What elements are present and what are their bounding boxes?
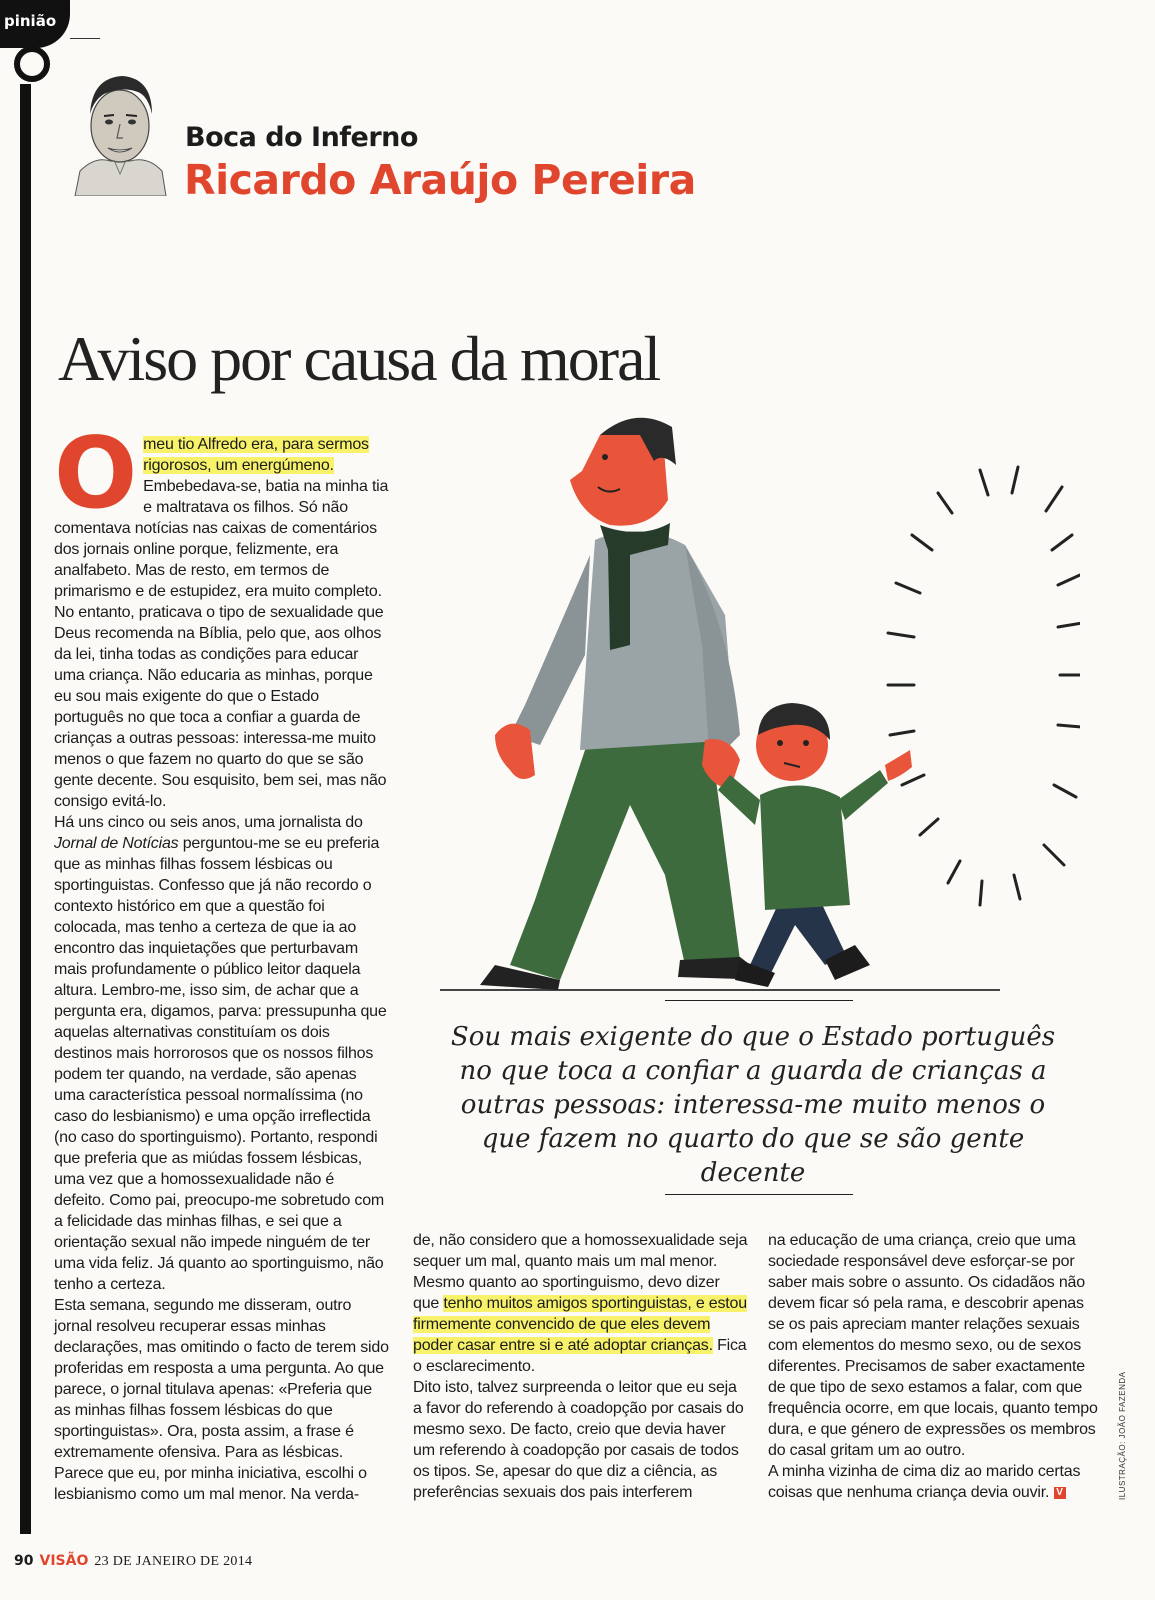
paragraph-2 xyxy=(54,812,389,1295)
paragraph-3: Esta semana, segundo me disseram, outro jornal resolveu recuperar essas minhas declarações, mas omitindo o facto de terem sido proferidas em resposta a uma pergunta. Ao que parece, o jornal titulava apenas: «Preferia que as minhas filhas fossem lésbicas do que sportinguistas». Ora, posta assim, a frase é extremamente ofensiva. Para as lésbicas. Parece que eu, por minha iniciativa, escolhi o lesbianismo como um mal menor. Na verda- xyxy=(54,1297,389,1503)
paragraph-6: na educação de uma criança, creio que uma sociedade responsável deve esforçar-se por saber mais sobre o assunto. Os cidadãos não devem ficar só pela rama, e descobrir apenas se os pais apreciam manter relações sexuais com elementos do mesmo sexo, ou de sexos diferentes. Precisamos de saber exactamente de que tipo de sexo estamos a falar, com que frequência ocorre, em que locais, quanto tempo dura, e que género de expressões os membros do casal gritam um ao outro. xyxy=(768,1232,1098,1459)
issue-date: 23 DE JANEIRO DE 2014 xyxy=(94,1554,253,1569)
highlighted-text: tenho muitos amigos sportinguistas, e estou firmemente convencido de que eles devem poder casar entre si e até adoptar crianças. xyxy=(413,1295,747,1354)
end-mark-icon: V xyxy=(1054,1487,1066,1499)
section-label: pinião xyxy=(4,12,57,30)
magazine-name: VISÃO xyxy=(39,1553,89,1569)
radiating-lines-illustration xyxy=(888,467,1080,905)
pullquote-top-rule xyxy=(665,1000,853,1001)
paragraph-text: Há uns cinco ou seis anos, uma jornalista do xyxy=(54,814,363,831)
column-name: Boca do Inferno xyxy=(185,122,418,153)
section-tab xyxy=(0,0,70,48)
body-column-2 xyxy=(413,1230,748,1503)
paragraph-7 xyxy=(768,1461,1103,1503)
paragraph-1 xyxy=(54,417,389,812)
pull-quote: Sou mais exigente do que o Estado português no que toca a confiar a guarda de crianças a outras pessoas: interessa-me muito menos o que fazem no quarto do que se são gente decente xyxy=(450,1022,1056,1188)
page-number: 90 xyxy=(14,1553,34,1569)
rail-top-rule xyxy=(70,38,100,39)
paragraph-text: A minha vizinha de cima diz ao marido certas coisas que nenhuma criança devia ouvir. xyxy=(768,1463,1081,1501)
page-footer xyxy=(14,1552,252,1570)
paragraph-text: de, não considero que a homossexualidade seja sequer um mal, quanto mais um mal menor. Mesmo quanto ao sportinguismo, devo dizer que xyxy=(413,1232,748,1312)
article-illustration xyxy=(440,405,1080,1005)
newspaper-name: Jornal de Notícias xyxy=(54,835,179,852)
paragraph-text: Embebedava-se, batia na minha tia e maltratava os filhos. Só não comentava notícias nas caixas de comentários dos jornais online porque, felizmente, era analfabeto. Mas de resto, em termos de primarismo e de estupidez, era muito completo. No entanto, praticava o tipo de sexualidade que Deus recomenda na Bíblia, pelo que, aos olhos da lei, tinha todas as condições para educar uma criança. Não educaria as minhas, porque eu sou mais exigente do que o Estado português no que toca a confiar a guarda de crianças a outras pessoas: interessa-me muito menos o que fazem no quarto do que se são gente decente. Sou esquisito, bem sei, mas não consigo evitá-lo. xyxy=(54,478,389,810)
highlighted-text: meu tio Alfredo era, para sermos rigorosos, um energúmeno. xyxy=(143,436,369,474)
author-portrait xyxy=(70,56,170,196)
paragraph-text: Fica o esclarecimento. xyxy=(413,1337,747,1375)
article-title: Aviso por causa da moral xyxy=(58,323,660,394)
paragraph-4 xyxy=(413,1230,748,1377)
drop-cap: O xyxy=(54,417,138,531)
paragraph-5: Dito isto, talvez surpreenda o leitor que eu seja a favor do referendo à coadopção por casais do mesmo sexo. De facto, creio que devia haver um referendo à coadopção por casais de todos os tipos. Se, apesar do que diz a ciência, as preferências sexuais dos pais interferem xyxy=(413,1379,744,1501)
author-name: Ricardo Araújo Pereira xyxy=(184,156,696,204)
pullquote-bottom-rule xyxy=(665,1194,853,1195)
body-column-1 xyxy=(54,417,389,1505)
rail-vertical-bar xyxy=(20,84,31,1534)
paragraph-text: perguntou-me se eu preferia que as minhas filhas fossem lésbicas ou sportinguistas. Confesso que já não recordo o contexto histórico em que a questão foi colocada, mas tenho a certeza de que ia ao encontro das inquietações que perturbavam mais profundamente o público leitor daquela altura. Lembro-me, isso sim, de achar que a pergunta era, digamos, parva: pressupunha que aquelas alternativas constituíam os dois destinos mais horrorosos que os nossos filhos podem ter quando, na verdade, são apenas uma característica pessoal normalíssima (no caso do lesbianismo) e uma opção irreflectida (no caso do sportinguismo). Portanto, respondi que preferia que as miúdas fossem lésbicas, uma vez que a homossexualidade não é defeito. Como pai, preocupo-me sobretudo com a felicidade das minhas filhas, e sei que a orientação sexual não impede ninguém de ter uma vida feliz. Já quanto ao sportinguismo, não tenho a certeza. xyxy=(54,835,387,1293)
illustration-credit: ILUSTRAÇÃO: JOÃO FAZENDA xyxy=(1118,1371,1127,1500)
body-column-3 xyxy=(768,1230,1103,1503)
rail-circle-marker xyxy=(14,46,50,82)
